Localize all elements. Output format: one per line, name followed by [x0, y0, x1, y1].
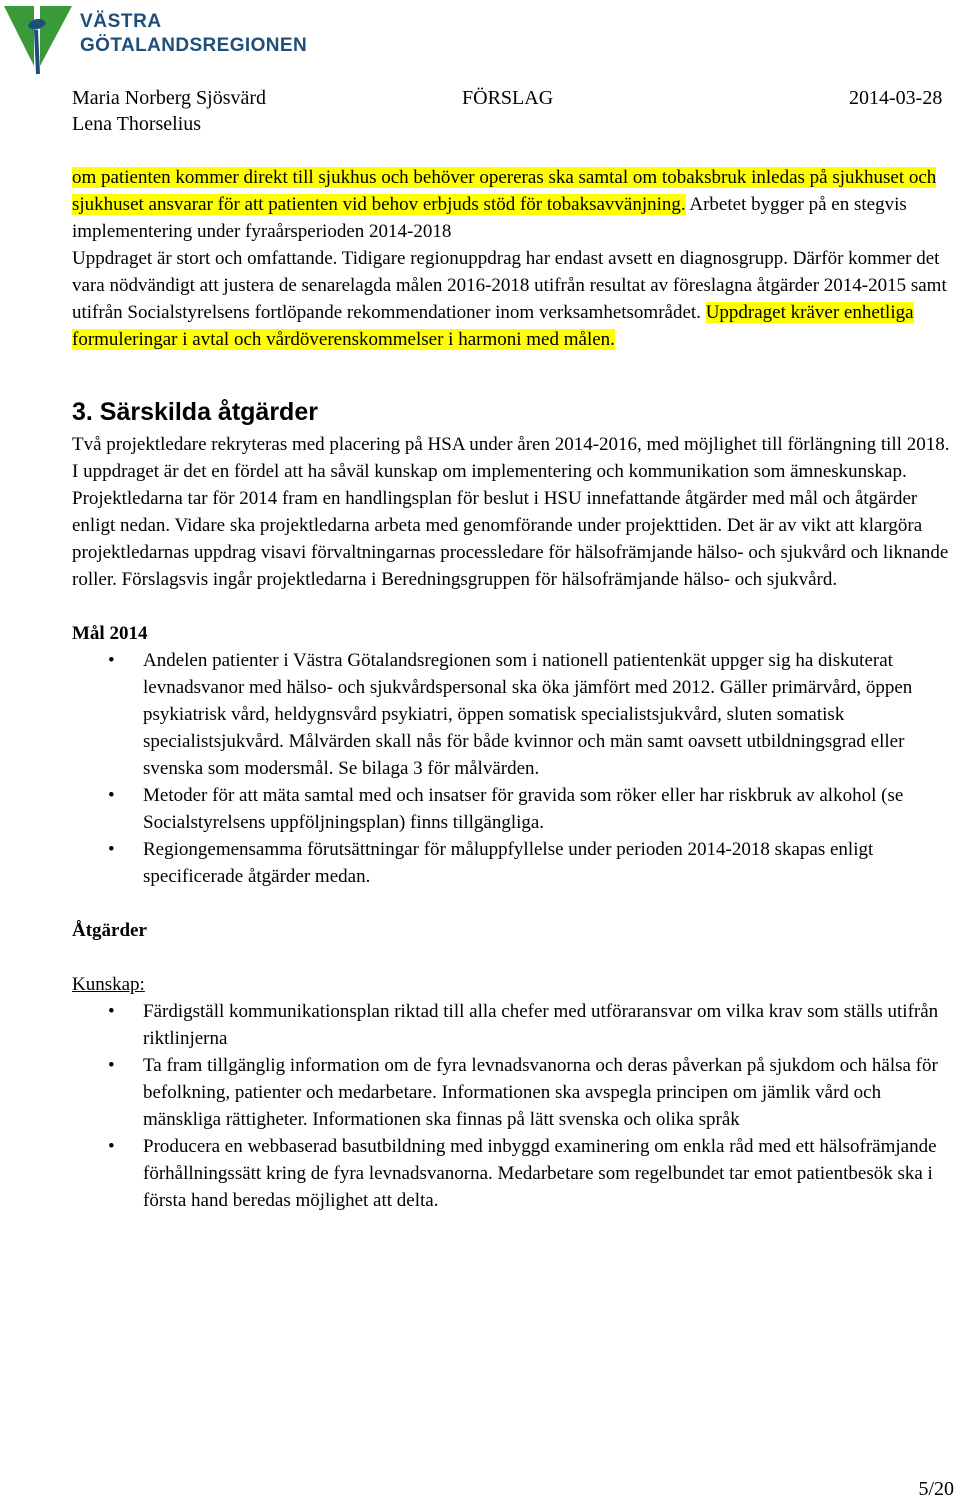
header-author-2: Lena Thorselius — [72, 113, 202, 135]
paragraph-implementation — [72, 164, 952, 245]
actions-list — [72, 998, 952, 1214]
body-text: Uppdraget är stort och omfattande. Tidigare regionuppdrag har endast avsett en diagnosgrupp. Därför kommer det vara nödvändigt att justera de senarelagda målen 2016-2018 utifrån resultat av föreslagna åtgärder 2014-2015 samt utifrån Socialstyrelsens fortlöpande rekommendationer inom verksamhetsområdet. — [72, 248, 947, 323]
vgr-leaf-logo-icon — [0, 0, 78, 78]
bullet-icon: • — [108, 1055, 115, 1076]
list-item: • Andelen patienter i Västra Götalandsregionen som i nationell patientenkät uppger sig ha diskuterat levnadsvanor med hälso- och sjukvårdspersonal ska öka jämfört med 2012. Gäller primärvård, öppen psykiatrisk vård, heldygnsvård psykiatri, öppen somatisk specialistsjukvård, sluten somatisk specialistsjukvård. Målvärden skall nås för både kvinnor och män samt oavsett utbildningsgrad eller svenska som modersmål. Se bilaga 3 för målvärden. — [72, 647, 952, 782]
header-status: FÖRSLAG — [462, 87, 554, 109]
bullet-icon: • — [108, 650, 115, 671]
bullet-icon: • — [108, 839, 115, 860]
list-item: • Producera en webbaserad basutbildning med inbyggd examinering om enkla råd med ett hälsofrämjande förhållningssätt kring de fyra levnadsvanorna. Medarbetare som regelbundet tar emot patientbesök ska i första hand beredas möjlighet att delta. — [72, 1133, 952, 1214]
bullet-icon: • — [108, 785, 115, 806]
bullet-icon: • — [108, 1136, 115, 1157]
goals-list — [72, 647, 952, 890]
page-number: 5/20 — [918, 1478, 954, 1500]
section-body: Två projektledare rekryteras med placering på HSA under åren 2014-2016, med möjlighet till förlängning till 2018. I uppdraget är det en fördel att ha såväl kunskap om implementering och kommunikation som ämneskunskap. Projektledarna tar för 2014 fram en handlingsplan för beslut i HSU innefattande åtgärder med mål och åtgärder enligt nedan. Vidare ska projektledarna arbeta med genomförande under projekttiden. Det är av vikt att klargöra projektledarnas uppdrag visavi förvaltningarnas processledare för hälsofrämjande hälso- och sjukvård och liknande roller. Förslagsvis ingår projektledarna i Beredningsgruppen för hälsofrämjande hälso- och sjukvård. — [72, 434, 950, 590]
body-text: Arbetet bygger på en stegvis implementering under fyraårsperioden 2014-2018 — [72, 194, 907, 242]
highlighted-text: Uppdraget kräver enhetliga formuleringar i avtal och vårdöverenskommelser i harmoni med målen. — [72, 302, 914, 350]
paragraph-assignment — [72, 245, 952, 353]
logo — [0, 0, 330, 78]
list-item: • Metoder för att mäta samtal med och insatser för gravida som röker eller har riskbruk av alkohol (se Socialstyrelsens uppföljningsplan) finns tillgängliga. — [72, 782, 952, 836]
list-item: • Ta fram tillgänglig information om de fyra levnadsvanorna och deras påverkan på sjukdom och hälsa för befolkning, patienter och medarbetare. Informationen ska avspegla principen om jämlik vård och mänskliga rättigheter. Informationen ska finnas på lätt svenska och olika språk — [72, 1052, 952, 1133]
section-heading: 3. Särskilda åtgärder — [72, 398, 318, 426]
highlighted-text: om patienten kommer direkt till sjukhus och behöver opereras ska samtal om tobaksbruk inledas på sjukhuset och sjukhuset ansvarar för att patienten vid behov erbjuds stöd för tobaksavvänjning. — [72, 167, 937, 215]
actions-subheading: Kunskap: — [72, 974, 145, 995]
list-item: • Färdigställ kommunikationsplan riktad till alla chefer med utföraransvar om vilka krav som ställs utifrån riktlinjerna — [72, 998, 952, 1052]
goals-heading: Mål 2014 — [72, 623, 148, 644]
logo-text-line2: GÖTALANDSREGIONEN — [80, 35, 308, 56]
header-author-1: Maria Norberg Sjösvärd — [72, 87, 267, 109]
logo-text-line1: VÄSTRA — [80, 11, 162, 32]
header-date: 2014-03-28 — [849, 87, 943, 109]
actions-heading: Åtgärder — [72, 920, 147, 941]
list-item: • Regiongemensamma förutsättningar för måluppfyllelse under perioden 2014-2018 skapas enligt specificerade åtgärder medan. — [72, 836, 952, 890]
document-body — [72, 164, 952, 1214]
bullet-icon: • — [108, 1001, 115, 1022]
